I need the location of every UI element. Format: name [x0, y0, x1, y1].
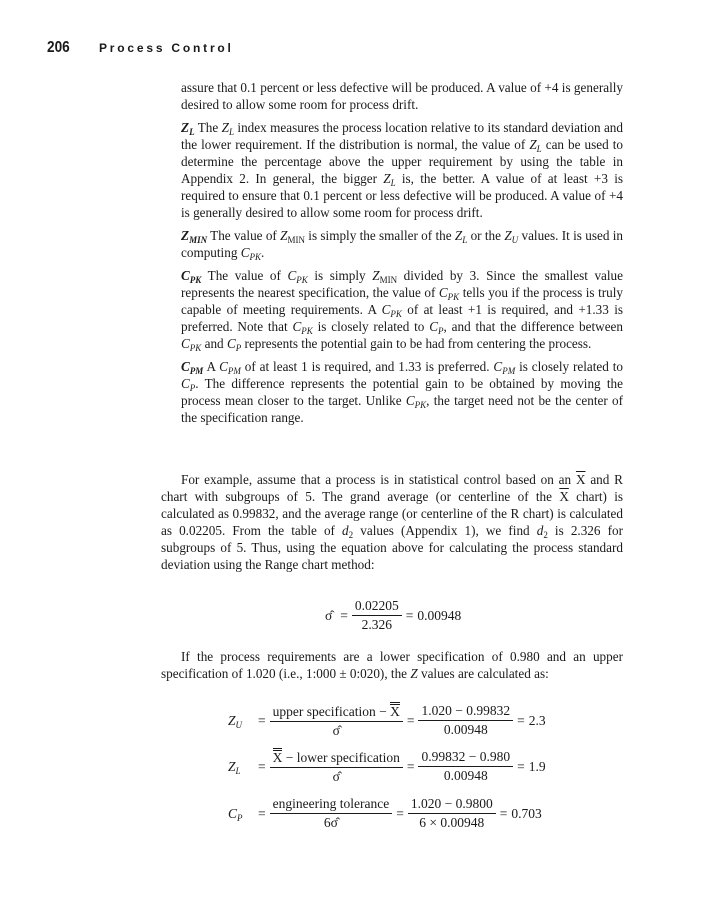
page-header [47, 39, 234, 57]
zu-formula: $Z_U$ = $\frac{\text{upper specification − X}}{\sigmâ}$ = $\frac{1.020 - 0.99832}{0.00948}$ = 2.3 [228, 703, 546, 738]
intro-paragraph: assure that 0.1 percent or less defective will be produced. A value of +4 is generally desired to allow some room for process drift. [181, 80, 623, 112]
zl-formula: $Z_L$ = $\frac{\text{X − lower specification}}{\sigmâ}$ = $\frac{0.99832 - 0.980}{0.00948}$ = 1.9 [228, 749, 546, 784]
definitions [181, 79, 623, 432]
sigma-formula: σ̂ = $\frac{0.02205}{2.326}$ = 0.00948 [321, 598, 465, 633]
running-title: Process Control [99, 41, 234, 55]
sigma-hat-symbol: σ̂ [325, 607, 333, 623]
cp-formula: $C_P$ = $\frac{\text{engineering tolerance}}{6\sigmâ}$ = $\frac{1.020 - 0.9800}{6 \times 0.00948}$ = 0.703 [228, 796, 542, 830]
requirements-paragraph: If the process requirements are a lower specification of 0.980 and an upper specification of 1.020 (i.e., 1:000 ± 0:020), the Z values are calculated as: [161, 649, 623, 681]
example-section [161, 471, 623, 573]
cpk-definition: $C_{PK}$ The value of $C_{PK}$ is simply $Z_{MIN}$ divided by 3. Since the smallest value represents the nearest specification, the value of $C_{PK}$ tells you if the process is truly capable of meeting requirements. A $C_{PK}$ of at least +1 is required, and +1.33 is preferred. Note that $C_{PK}$ is closely related to $C_P$, and that the difference between $C_{PK}$ and $C_P$ represents the potential gain to be had from centering the process. [181, 268, 624, 353]
requirements-section [161, 648, 623, 682]
zmin-definition: $Z_{MIN}$ The value of $Z_{MIN}$ is simply the smaller of the $Z_L$ or the $Z_U$ values. It is used in computing $C_{PK}$. [181, 228, 623, 262]
cpk-term: $C_{PK}$ [181, 268, 202, 285]
page-number: 206 [47, 39, 70, 56]
cpm-definition: $C_{PM}$ A $C_{PM}$ of at least 1 is required, and 1.33 is preferred. $C_{PM}$ is closely related to $C_P$. The difference represents the potential gain to be obtained by moving the process mean closer to the target. Unlike $C_{PK}$, the target need not be the center of the specification range. [181, 359, 624, 425]
example-paragraph: For example, assume that a process is in statistical control based on an $\overline{X}$ and R chart with subgroups of 5. The grand average (or centerline of the $\overline{X}$ chart) is calculated as 0.99832, and the average range (or centerline of the R chart) is calculated as 0.02205. From the table of $d_2$ values (Appendix 1), we find $d_2$ is 2.326 for subgroups of 5. Thus, using the equation above for calculating the process standard deviation using the Range chart method: [161, 472, 623, 572]
zl-definition: $Z_L$ The $Z_L$ index measures the process location relative to its standard deviation and the lower requirement. If the distribution is normal, the value of $Z_L$ can be used to determine the percentage above the upper requirement by using the table in Appendix 2. In general, the bigger $Z_L$ is, the better. A value of at least +3 is required to ensure that 0.1 percent or less defective will be produced. A value of +4 is generally desired to allow some room for process drift. [181, 120, 623, 220]
zmin-term: $Z_{MIN}$ [181, 228, 208, 245]
zl-term: $Z_L$ [181, 120, 195, 137]
cpm-term: $C_{PM}$ [181, 359, 204, 376]
